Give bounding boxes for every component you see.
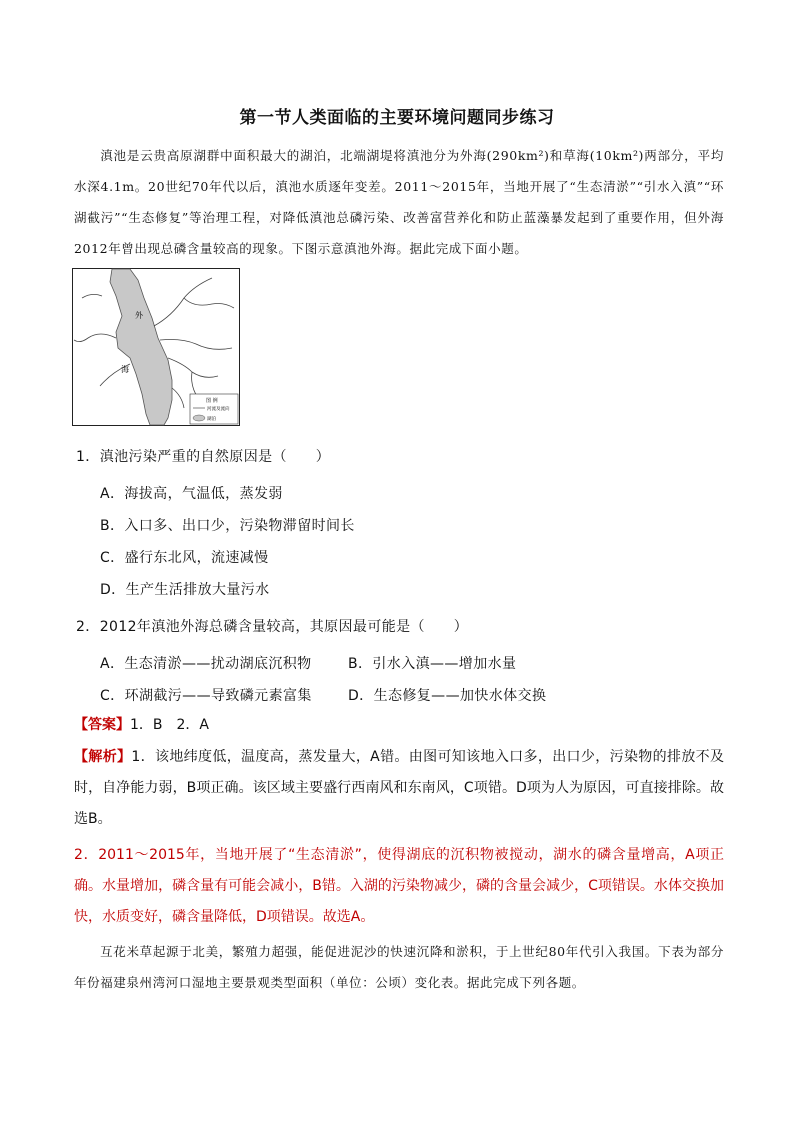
q1-option-d: D．生产生活排放大量污水 — [100, 582, 270, 598]
answer-tag: 【答案】 — [74, 717, 130, 733]
q1-option-b: B．入口多、出口少，污染物滞留时间长 — [100, 518, 355, 534]
question-1-stem: 1．滇池污染严重的自然原因是（ ） — [76, 449, 331, 465]
analysis-text-1: 1．该地纬度低，温度高，蒸发量大，A错。由图可知该地入口多，出口少，污染物的排放不及时，自净能力弱，B项正确。该区域主要盛行西南风和东南风，C项错。D项为人为原因，可直接排除。故选B。 — [74, 749, 725, 827]
analysis-2 — [74, 840, 724, 933]
map-label-wai: 外 — [135, 311, 143, 320]
intro-text: 滇池是云贵高原湖群中面积最大的湖泊，北端湖堤将滇池分为外海(290km²)和草海(10km²)两部分，平均水深4.1m。20世纪70年代以后，滇池水质逐年变差。2011～2015年，当地开展了“生态清淤”“引水入滇”“环湖截污”“生态修复”等治理工程，对降低滇池总磷污染、改善富营养化和防止蓝藻暴发起到了重要作用，但外海2012年曾出现总磷含量较高的现象。下图示意滇池外海。据此完成下面小题。 — [74, 148, 724, 256]
intro2-text: 互花米草起源于北美，繁殖力超强，能促进泥沙的快速沉降和淤积，于上世纪80年代引入我国。下表为部分年份福建泉州湾河口湿地主要景观类型面积（单位：公顷）变化表。据此完成下列各题。 — [74, 944, 724, 990]
page-title: 第一节人类面临的主要环境问题同步练习 — [239, 108, 555, 128]
intro-paragraph — [74, 140, 724, 264]
analysis-text-2: 2．2011～2015年，当地开展了“生态清淤”，使得湖底的沉积物被搅动，湖水的磷含量增高，A项正确。水量增加，磷含量有可能会减小，B错。入湖的污染物减少，磷的含量会减少，C项错误。水体交换加快，水质变好，磷含量降低，D项错误。故选A。 — [74, 847, 724, 925]
answer-line — [74, 710, 724, 741]
legend-title: 图 例 — [206, 398, 218, 404]
q2-option-a: A．生态清淤——扰动湖底沉积物 — [100, 656, 312, 672]
intro2-paragraph — [74, 936, 724, 998]
q2-option-d: D．生态修复——加快水体交换 — [348, 688, 547, 704]
q1-option-a: A．海拔高，气温低，蒸发弱 — [100, 486, 283, 502]
analysis-tag: 【解析】 — [74, 749, 132, 765]
legend-lake-label: 湖泊 — [207, 417, 216, 422]
analysis-1 — [74, 742, 724, 835]
dianchi-map — [72, 268, 240, 426]
legend-river-label: 河流及流向 — [207, 407, 230, 412]
answer-text: 1．B 2．A — [130, 717, 209, 733]
map-label-hai: 海 — [121, 365, 129, 374]
q2-option-b: B．引水入滇——增加水量 — [348, 656, 517, 672]
question-2-stem: 2．2012年滇池外海总磷含量较高，其原因最可能是（ ） — [76, 619, 469, 635]
q2-option-c: C．环湖截污——导致磷元素富集 — [100, 688, 312, 704]
q1-option-c: C．盛行东北风，流速减慢 — [100, 550, 269, 566]
